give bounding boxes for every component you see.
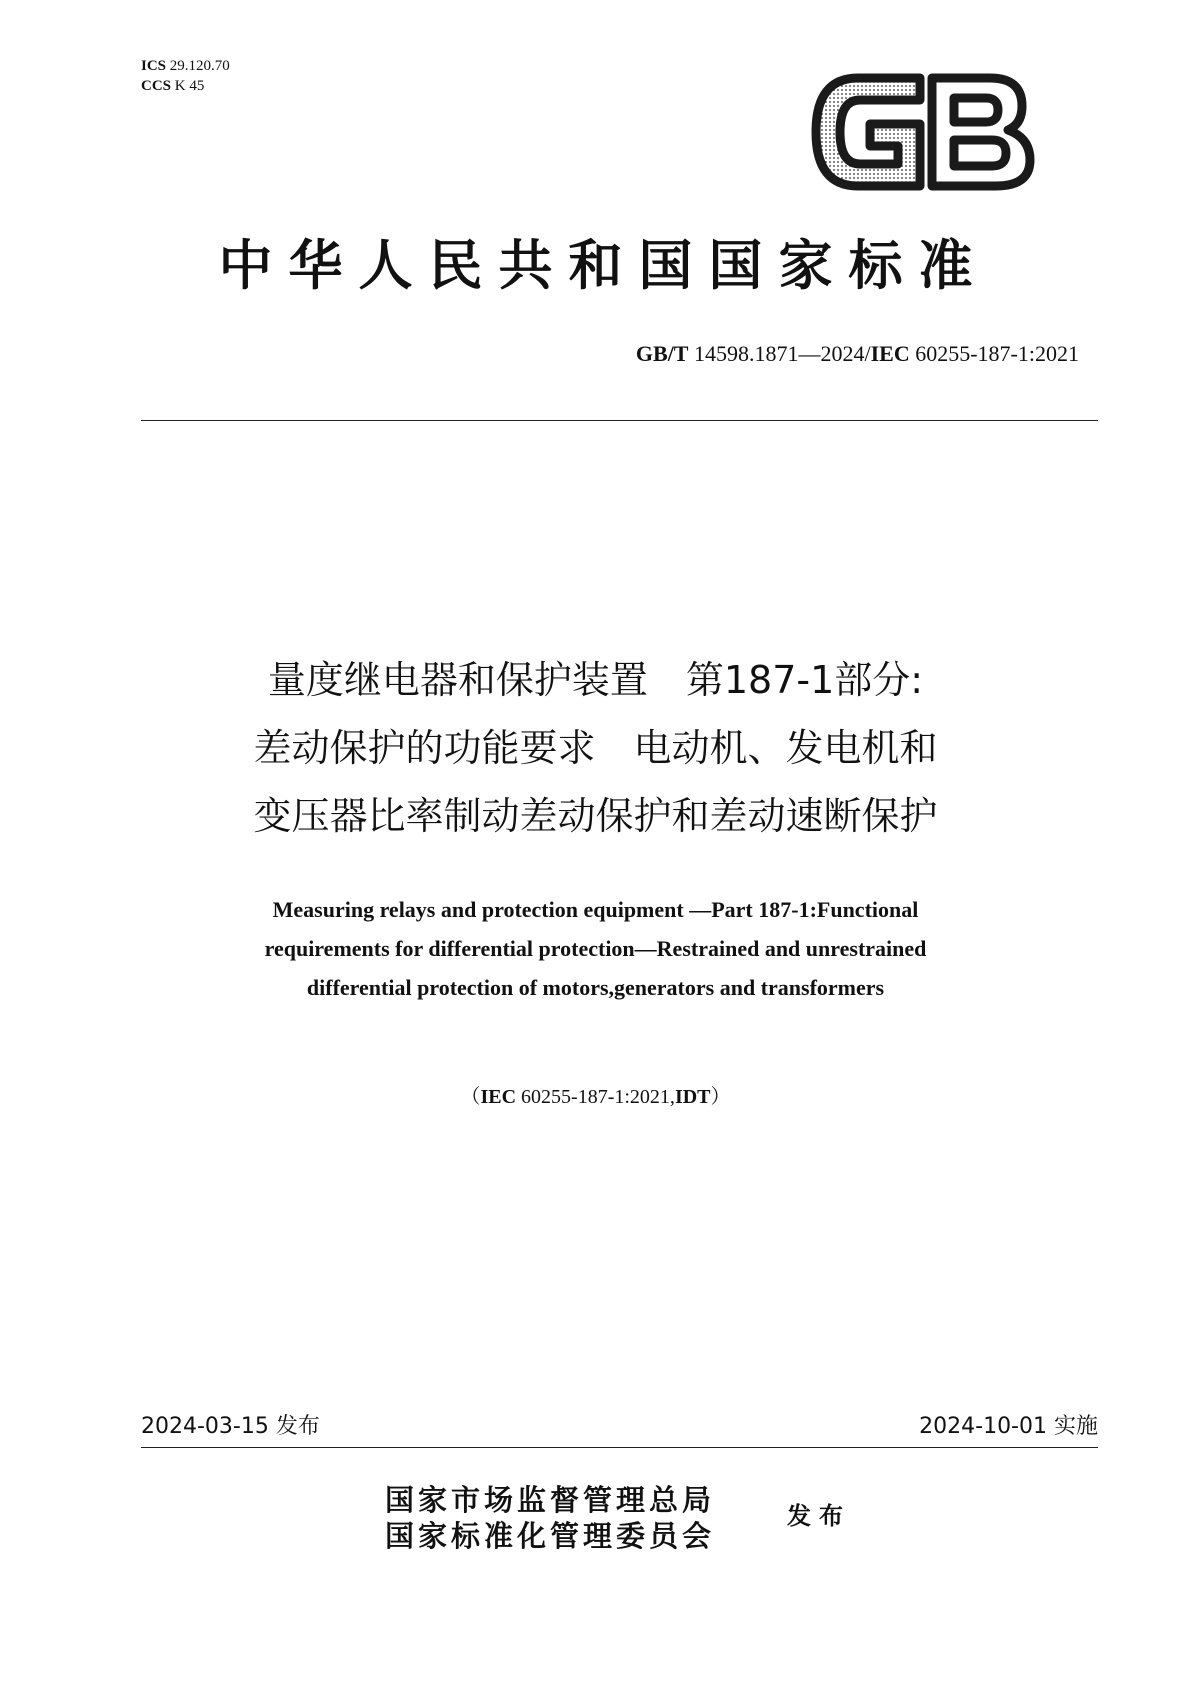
classification-codes — [141, 56, 230, 96]
implementation-date: 2024-10-01 实施 — [919, 1414, 1098, 1439]
ccs-code: K 45 — [174, 78, 205, 94]
ics-line — [141, 56, 230, 76]
name-cn-line-3: 变压器比率制动差动保护和差动速断保护 — [253, 794, 938, 838]
gb-logo-b-shape — [932, 78, 1030, 186]
issuer-samr: 国家市场监督管理总局 — [385, 1483, 716, 1517]
issue-label: 发布 — [787, 1501, 851, 1530]
national-standard-title: 中华人民共和国国家标准 — [218, 233, 989, 297]
issuing-authorities — [385, 1482, 715, 1554]
adoption-open: （ — [460, 1086, 481, 1108]
ics-label: ICS — [141, 58, 167, 74]
standard-name-english — [0, 890, 1191, 1007]
name-en-line-3: differential protection of motors,generators and transformers — [306, 975, 885, 1000]
issuer-sac: 国家标准化管理委员会 — [385, 1519, 716, 1553]
standard-name-chinese — [0, 646, 1191, 850]
iec-label: IEC — [870, 341, 910, 366]
ics-code: 29.120.70 — [169, 58, 230, 74]
adoption-note — [0, 1083, 1191, 1111]
gb-logo — [808, 68, 1038, 196]
bottom-divider — [141, 1447, 1098, 1448]
gb-logo-g-shape — [816, 78, 920, 186]
standard-code: 14598.1871—2024/ — [688, 341, 871, 366]
name-cn-line-1: 量度继电器和保护装置 第187-1部分: — [267, 658, 924, 702]
name-en-line-2: requirements for differential protection—Restrained and unrestrained — [264, 936, 927, 961]
adoption-idt: IDT — [674, 1086, 711, 1108]
issue-date: 2024-03-15 发布 — [141, 1414, 320, 1439]
adoption-close: ） — [710, 1086, 731, 1108]
standard-number — [636, 340, 1079, 368]
top-divider — [141, 420, 1098, 421]
ccs-line — [141, 76, 230, 96]
standard-prefix: GB/T — [635, 341, 689, 366]
name-cn-line-2: 差动保护的功能要求 电动机、发电机和 — [253, 726, 938, 770]
adoption-number: 60255-187-1:2021, — [516, 1086, 675, 1108]
name-en-line-1: Measuring relays and protection equipment —Part 187-1:Functional — [272, 897, 919, 922]
ccs-label: CCS — [141, 78, 172, 94]
adoption-iec-label: IEC — [480, 1086, 517, 1108]
iec-code: 60255-187-1:2021 — [909, 341, 1079, 366]
